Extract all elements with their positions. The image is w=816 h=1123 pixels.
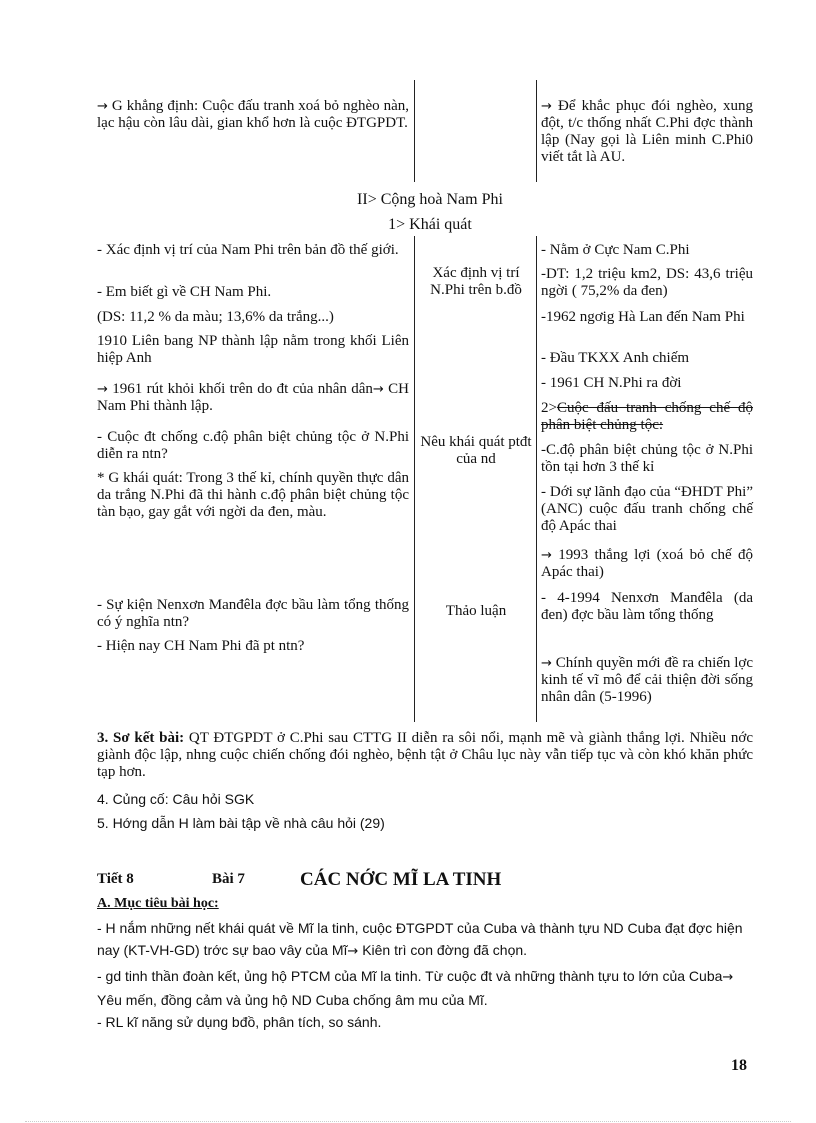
left-l3: (DS: 11,2 % da màu; 13,6% da trắng...) (97, 309, 334, 325)
table-rule-main-right (536, 236, 537, 722)
top-left-cell (97, 98, 409, 132)
right-r9 (541, 547, 753, 581)
table-rule-main-left (414, 236, 415, 722)
left-l1: - Xác định vị trí của Nam Phi trên bản đồ thế giới. (97, 242, 399, 258)
left-l8: - Sự kiện Nenxơn Manđêla đợc bầu làm tổng thống có ý nghĩa ntn? (97, 597, 409, 630)
arrow-right-icon: → (722, 970, 734, 985)
right-r4: - Đầu TKXX Anh chiếm (541, 350, 690, 366)
sub-heading: 1> Khái quát (388, 216, 472, 233)
mid-m2: Nêu khái quát ptđt của nd (420, 434, 532, 467)
right-r9-text: 1993 thắng lợi (xoá bỏ chế độ Apác thai) (541, 547, 754, 580)
objective-1-result: Kiên trì con đờng đã chọn. (362, 942, 528, 958)
objective-1-text: - H nắm những nết khái quát về Mĩ la tinh, cuộc ĐTGPDT của Cuba và thành tựu ND Cuba đạt đợc hiện nay (KT-VH-GD) trớc sự bao vây của Mĩ (97, 920, 743, 958)
right-r6 (541, 400, 753, 434)
right-r7: -C.độ phân biệt chủng tộc ở N.Phi tồn tại hơn 3 thế kỉ (541, 442, 753, 475)
right-r6-prefix: 2> (541, 400, 557, 416)
summary-item-5: 5. Hớng dẫn H làm bài tập về nhà câu hỏi (29) (97, 815, 385, 831)
left-l9: - Hiện nay CH Nam Phi đã pt ntn? (97, 638, 305, 654)
mid-m1: Xác định vị trí N.Phi trên b.đồ (430, 265, 522, 298)
right-r11 (541, 655, 753, 706)
summary-paragraph (97, 730, 753, 781)
left-l5a: 1961 rút khỏi khối trên do đt của nhân dân (112, 381, 373, 397)
lesson-title: CÁC NỚC MĨ LA TINH (300, 869, 502, 890)
top-right-text: Để khắc phục đói nghèo, xung đột, t/c thống nhất C.Phi đợc thành lập (Nay gọi là Liên minh C.Phi0 viết tắt là AU. (541, 98, 753, 165)
objective-2-result: Yêu mến, đồng cảm và ủng hộ ND Cuba chống âm mu của Mĩ. (97, 992, 488, 1008)
right-r2: -DT: 1,2 triệu km2, DS: 43,6 triệu ngời ( 75,2% da đen) (541, 266, 753, 299)
page-bottom-border (25, 1121, 791, 1122)
left-l2: - Em biết gì về CH Nam Phi. (97, 284, 272, 300)
arrow-right-icon: → (541, 548, 552, 563)
summary-label: 3. Sơ kết bài: (97, 730, 185, 746)
left-l6: - Cuộc đt chống c.độ phân biệt chủng tộc ở N.Phi diễn ra ntn? (97, 429, 409, 462)
arrow-right-icon: → (347, 944, 359, 959)
right-r3: -1962 ngơig Hà Lan đến Nam Phi (541, 309, 745, 325)
mid-m3: Thảo luận (445, 603, 507, 619)
table-rule-top-right (536, 80, 537, 182)
left-l5 (97, 381, 409, 415)
arrow-right-icon: → (372, 382, 384, 397)
right-r6-text: Cuộc đấu tranh chống chế độ phân biệt chủng tộc: (541, 400, 753, 433)
objective-2-text: - gd tinh thần đoàn kết, ủng hộ PTCM của Mĩ la tinh. Từ cuộc đt và những thành tựu to lớn của Cuba (97, 968, 723, 984)
objective-2 (97, 965, 753, 1011)
page-number: 18 (731, 1057, 747, 1074)
objectives-heading: A. Mục tiêu bài học: (97, 896, 219, 911)
left-l7: * G khái quát: Trong 3 thế kỉ, chính quyền thực dân da trắng N.Phi đã thi hành c.độ phân biệt chủng tộc tàn bạo, gay gắt với ngời da đen, màu. (97, 470, 409, 520)
summary-item-4: 4. Củng cố: Câu hỏi SGK (97, 791, 255, 807)
right-r11-text: Chính quyền mới đề ra chiến lợc kinh tế vĩ mô để cải thiện đời sống nhân dân (5-1996) (541, 655, 754, 705)
arrow-right-icon: → (97, 99, 108, 114)
objective-3: - RL kĩ năng sử dụng bđồ, phân tích, so sánh. (97, 1014, 382, 1030)
arrow-right-icon: → (541, 656, 552, 671)
left-l5b: CH Nam Phi thành lập. (97, 381, 410, 414)
objective-1 (97, 917, 753, 963)
summary-text: QT ĐTGPDT ở C.Phi sau CTTG II diễn ra sôi nổi, mạnh mẽ và giành thắng lợi. Nhiều nớc giành độc lập, nhng cuộc chiến chống đói nghèo, bệnh tật ở Châu lục này vẫn tiếp tục và còn khó khăn phức tạp hơn. (97, 730, 753, 780)
section-heading: II> Cộng hoà Nam Phi (357, 191, 503, 208)
lesson-period: Tiết 8 (97, 871, 134, 887)
lesson-number: Bài 7 (212, 871, 245, 887)
arrow-right-icon: → (541, 99, 552, 114)
top-left-text: G khẳng định: Cuộc đấu tranh xoá bỏ nghèo nàn, lạc hậu còn lâu dài, gian khổ hơn là cuộc ĐTGPDT. (97, 98, 409, 131)
left-l4: 1910 Liên bang NP thành lập nằm trong khối Liên hiệp Anh (97, 333, 409, 366)
table-rule-top-left (414, 80, 415, 182)
right-r1: - Nằm ở Cực Nam C.Phi (541, 242, 690, 258)
top-right-cell (541, 98, 753, 166)
right-r5: - 1961 CH N.Phi ra đời (541, 375, 682, 391)
arrow-right-icon: → (97, 382, 108, 397)
right-r10: - 4-1994 Nenxơn Manđêla (da đen) đợc bầu làm tổng thống (541, 590, 753, 623)
right-r8: - Dới sự lãnh đạo của “ĐHDT Phi” (ANC) cuộc đấu tranh chống chế độ Apác thai (541, 484, 753, 534)
